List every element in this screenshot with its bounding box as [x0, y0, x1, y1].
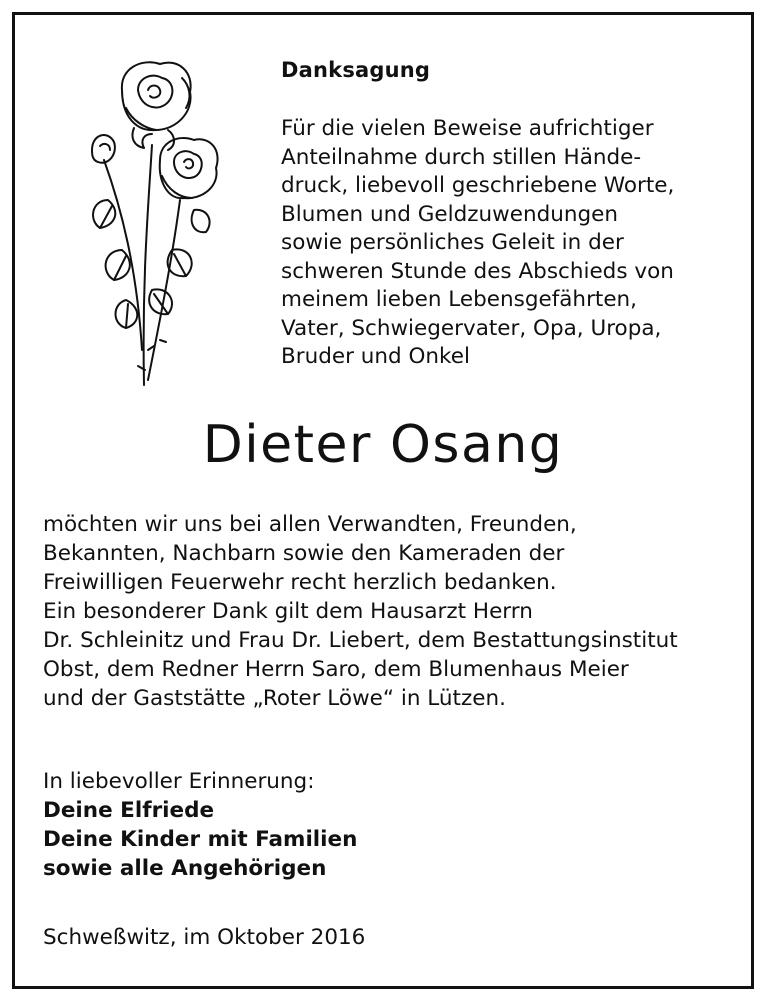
intro-line: Blumen und Geldzuwendungen [281, 201, 618, 227]
intro-line: Bruder und Onkel [281, 344, 470, 369]
intro-line: schweren Stunde des Abschieds von [281, 258, 674, 284]
rose-illustration [82, 50, 232, 400]
place-date: Schweßwitz, im Oktober 2016 [43, 925, 366, 950]
intro-text [281, 115, 721, 372]
memory-block [43, 767, 357, 883]
memory-intro: In liebevoller Erinnerung: [43, 769, 315, 794]
intro-line: druck, liebevoll geschriebene Worte, [281, 173, 675, 198]
body-line: Dr. Schleinitz und Frau Dr. Liebert, dem Bestattungsinstitut [43, 628, 678, 653]
signatory: sowie alle Angehörigen [43, 856, 327, 881]
body-line: und der Gaststätte „Roter Löwe“ in Lützen. [43, 686, 506, 711]
body-line: Freiwilligen Feuerwehr recht herzlich bedanken. [43, 570, 557, 595]
intro-line: Vater, Schwiegervater, Opa, Uropa, [281, 315, 662, 341]
intro-line: meinem lieben Lebensgefährten, [281, 287, 638, 312]
intro-line: sowie persönliches Geleit in der [281, 230, 624, 255]
signatory: Deine Elfriede [43, 798, 215, 823]
body-line: Ein besonderer Dank gilt dem Hausarzt Herrn [43, 599, 533, 624]
body-text [43, 510, 678, 713]
body-line: möchten wir uns bei allen Verwandten, Freunden, [43, 512, 577, 537]
body-line: Bekannten, Nachbarn sowie den Kameraden der [43, 541, 565, 566]
body-line: Obst, dem Redner Herrn Saro, dem Blumenhaus Meier [43, 657, 629, 682]
intro-line: Anteilnahme durch stillen Hände- [281, 144, 642, 170]
signatory: Deine Kinder mit Familien [43, 827, 358, 852]
intro-line: Für die vielen Beweise aufrichtiger [281, 116, 654, 141]
deceased-name: Dieter Osang [202, 415, 564, 475]
heading: Danksagung [281, 58, 431, 82]
